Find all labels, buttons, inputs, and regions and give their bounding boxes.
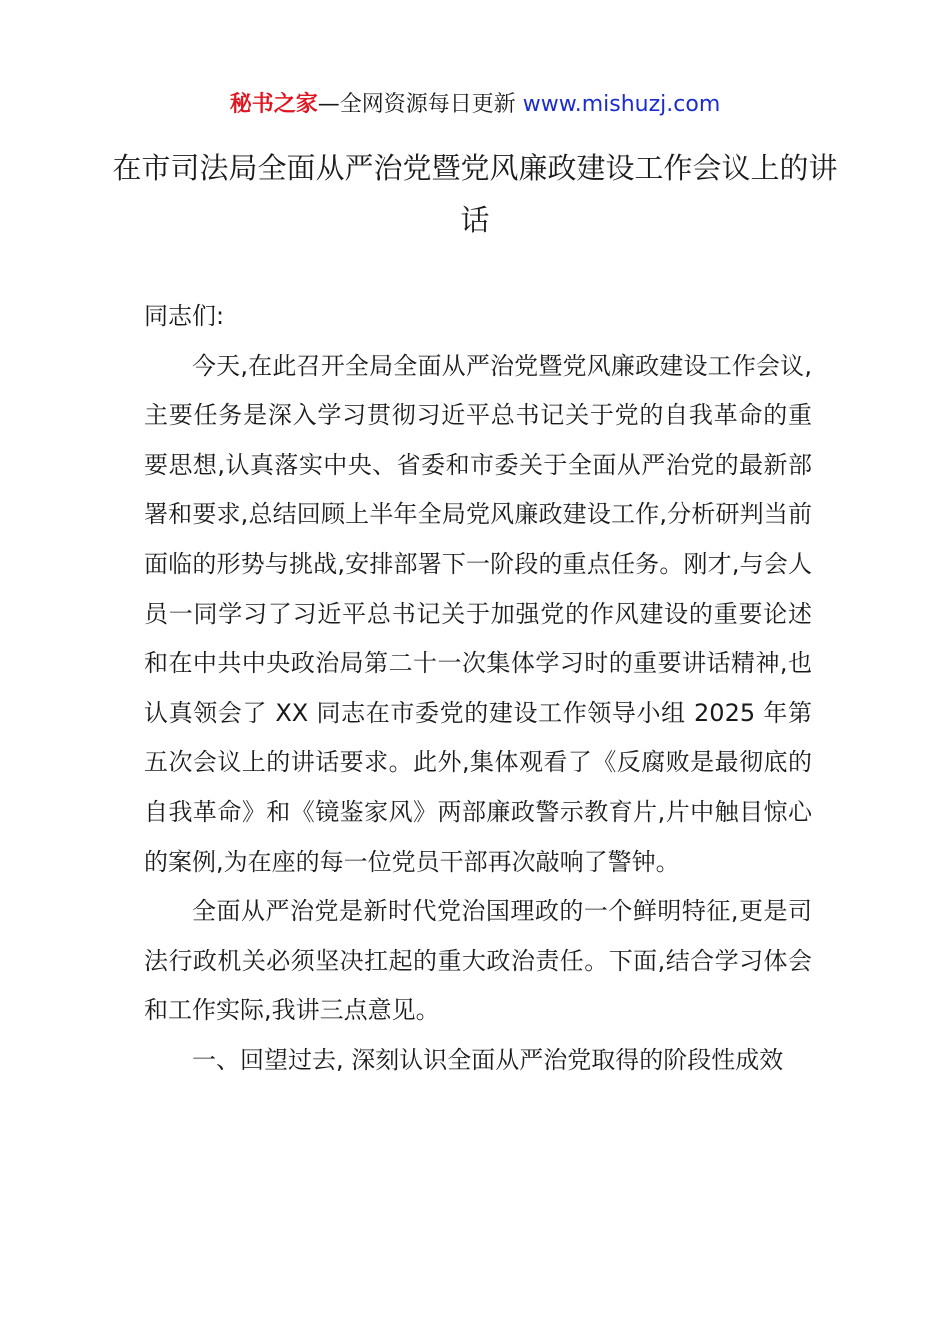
document-title: 在市司法局全面从严治党暨党风廉政建设工作会议上的讲话 (112, 151, 838, 237)
section-heading-1: 一、回望过去, 深刻认识全面从严治党取得的阶段性成效 (192, 1045, 784, 1074)
paragraph-2: 全面从严治党是新时代党治国理政的一个鲜明特征,更是司法行政机关必须坚决扛起的重大政治责任。下面,结合学习体会和工作实际,我讲三点意见。 (144, 897, 812, 1025)
site-brand: 秘书之家 (229, 92, 318, 117)
site-url-link[interactable]: www.mishuzj.com (522, 92, 721, 117)
site-tagline: —全网资源每日更新 (317, 92, 523, 117)
salutation: 同志们: (144, 302, 225, 330)
site-header (0, 88, 950, 122)
paragraph-1: 今天,在此召开全局全面从严治党暨党风廉政建设工作会议,主要任务是深入学习贯彻习近平总书记关于党的自我革命的重要思想,认真落实中央、省委和市委关于全面从严治党的最新部署和要求,总结回顾上半年全局党风廉政建设工作,分析研判当前面临的形势与挑战,安排部署下一阶段的重点任务。刚才,与会人员一同学习了习近平总书记关于加强党的作风建设的重要论述和在中共中央政治局第二十一次集体学习时的重要讲话精神,也认真领会了 XX 同志在市委党的建设工作领导小组 2025 年第五次会议上的讲话要求。此外,集体观看了《反腐败是最彻底的自我革命》和《镜鉴家风》两部廉政警示教育片,片中触目惊心的案例,为在座的每一位党员干部再次敲响了警钟。 (144, 351, 812, 876)
document-body (144, 292, 812, 1086)
